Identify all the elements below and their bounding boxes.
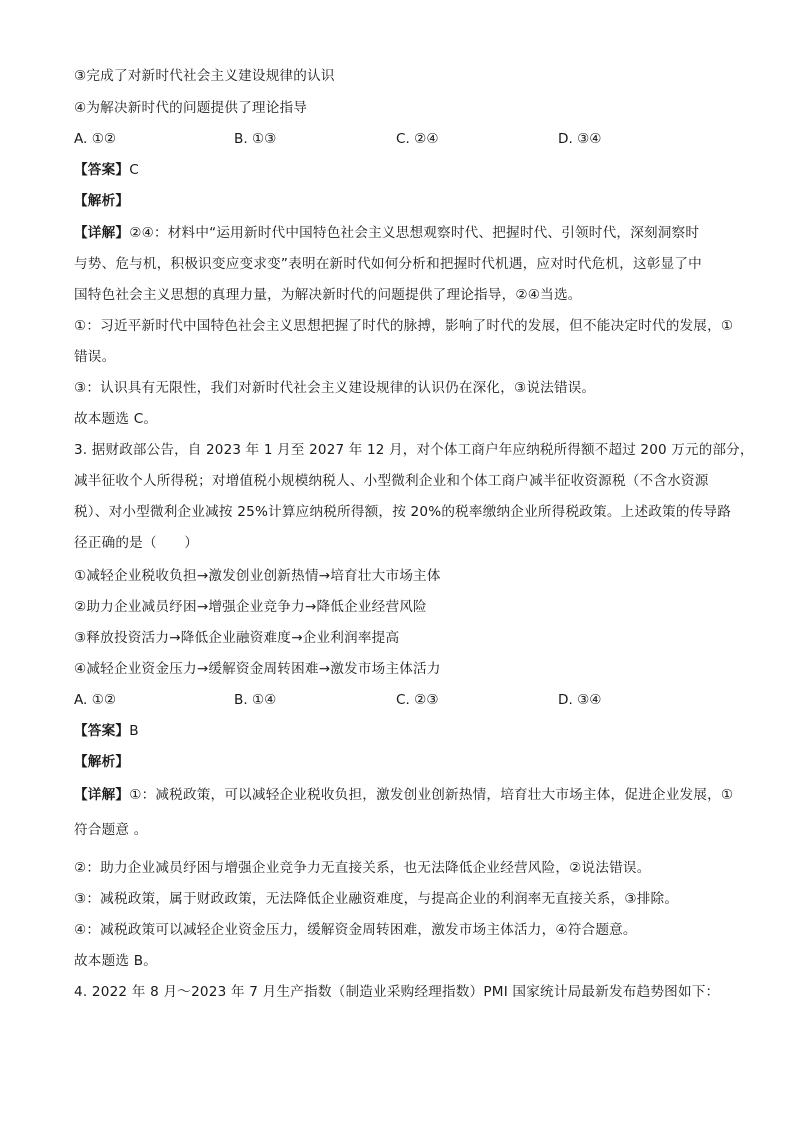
q3-option-a: A. ①②: [74, 692, 117, 708]
q3-stem-line-3: 税）、对小型微利企业减按 25%计算应纳税所得额，按 20%的税率缴纳企业所得税政策。上述政策的传导路: [74, 504, 731, 520]
q3-statement-4: ④减轻企业资金压力→缓解资金周转困难→激发市场主体活力: [74, 661, 441, 677]
q2-detail-line-3: 国特色社会主义思想的真理力量，为解决新时代的问题提供了理论指导，②④当选。: [74, 287, 582, 303]
q2-detail-line-1: [74, 223, 699, 243]
q3-stem-line-4: 径正确的是（ ）: [74, 535, 199, 551]
q3-option-b: B. ①④: [234, 692, 277, 708]
q3-conclusion: 故本题选 B。: [74, 953, 158, 969]
q4-stem: 4. 2022 年 8 月～2023 年 7 月生产指数（制造业采购经理指数）PMI 国家统计局最新发布趋势图如下：: [74, 984, 720, 1000]
q3-statement-1: ①减轻企业税收负担→激发创业创新热情→培育壮大市场主体: [74, 568, 441, 584]
answer-value: B: [129, 723, 139, 739]
q2-analysis-tag: 【解析】: [74, 193, 130, 209]
answer-tag: 【答案】: [74, 162, 130, 178]
answer-tag: 【答案】: [74, 723, 130, 739]
q3-detail-line-1: [74, 785, 733, 805]
q2-point3: ③：认识具有无限性，我们对新时代社会主义建设规律的认识仍在深化，③说法错误。: [74, 380, 596, 396]
detail-text: ①：减税政策，可以减轻企业税收负担，激发创业创新热情，培育壮大市场主体，促进企业发展，①: [129, 787, 734, 803]
q2-statement-3: ③完成了对新时代社会主义建设规律的认识: [74, 68, 335, 84]
q2-detail-line-2: 与势、危与机，积极识变应变求变”表明在新时代如何分析和把握时代机遇，应对时代危机，这彰显了中: [74, 256, 702, 272]
q2-statement-4: ④为解决新时代的问题提供了理论指导: [74, 100, 308, 116]
answer-value: C: [129, 162, 139, 178]
q3-point2: ②：助力企业减员纾困与增强企业竞争力无直接关系，也无法降低企业经营风险，②说法错误。: [74, 860, 651, 876]
q3-statement-3: ③释放投资活力→降低企业融资难度→企业利润率提高: [74, 630, 400, 646]
detail-text: ②④：材料中“运用新时代中国特色社会主义思想观察时代、把握时代、引领时代，深刻洞察时: [129, 225, 700, 241]
q3-option-c: C. ②③: [396, 692, 439, 708]
q3-analysis-tag: 【解析】: [74, 754, 130, 770]
q3-point3: ③：减税政策，属于财政政策，无法降低企业融资难度，与提高企业的利润率无直接关系，③排除。: [74, 891, 679, 907]
q2-option-a: A. ①②: [74, 131, 117, 147]
q3-stem-line-2: 减半征收个人所得税；对增值税小规模纳税人、小型微利企业和个体工商户减半征收资源税（不含水资源: [74, 473, 709, 489]
detail-tag: 【详解】: [74, 225, 130, 241]
q3-statement-2: ②助力企业减员纾困→增强企业竞争力→降低企业经营风险: [74, 599, 427, 615]
q3-point4: ④：减税政策可以减轻企业资金压力，缓解资金周转困难，激发市场主体活力，④符合题意。: [74, 922, 637, 938]
detail-tag: 【详解】: [74, 787, 130, 803]
q3-answer: [74, 721, 139, 741]
q3-option-d: D. ③④: [558, 692, 602, 708]
q2-option-b: B. ①③: [234, 131, 277, 147]
q3-stem-line-1: 3. 据财政部公告，自 2023 年 1 月至 2027 年 12 月，对个体工商户年应纳税所得额不超过 200 万元的部分，: [74, 442, 754, 458]
q2-conclusion: 故本题选 C。: [74, 411, 158, 427]
q3-detail-line-2: 符合题意 。: [74, 822, 148, 838]
q2-point1-line-2: 错误。: [74, 349, 116, 365]
q2-point1-line-1: ①：习近平新时代中国特色社会主义思想把握了时代的脉搏，影响了时代的发展，但不能决定时代的发展，①: [74, 318, 734, 334]
q2-option-c: C. ②④: [396, 131, 439, 147]
q2-option-d: D. ③④: [558, 131, 602, 147]
q2-answer: [74, 160, 139, 180]
